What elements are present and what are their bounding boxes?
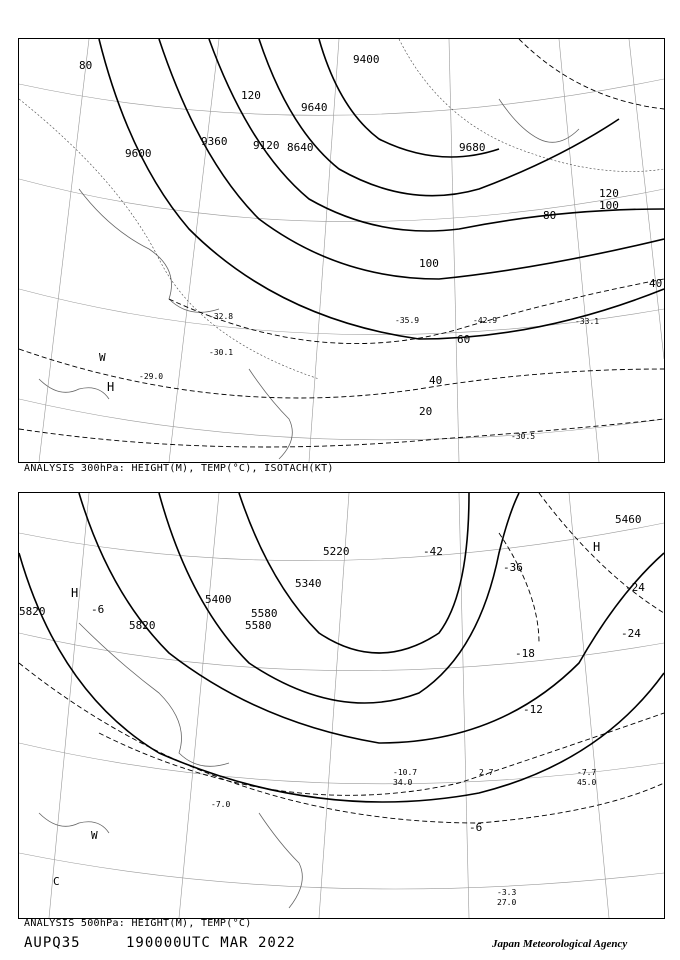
height-label: 5580 (251, 607, 278, 620)
isotach-contours (19, 39, 664, 447)
height-label: 9680 (459, 141, 486, 154)
isotach-label: 100 (419, 257, 439, 270)
isotach-label: 40 (649, 277, 663, 290)
height-label: 9360 (201, 135, 228, 148)
warm-center: W (99, 351, 106, 364)
height-label: 9640 (301, 101, 328, 114)
isotach-label: 120 (241, 89, 261, 102)
station-value: -7.0 (211, 800, 231, 809)
temp-value: -42.9 (473, 316, 498, 325)
height-label: 5340 (295, 577, 322, 590)
valid-time: 190000UTC MAR 2022 (126, 935, 296, 951)
height-label: 5460 (615, 513, 642, 526)
graticule (19, 39, 664, 462)
temp-contour-label: -18 (515, 647, 535, 660)
coastline (39, 623, 302, 908)
temp-value: -33.1 (575, 317, 600, 326)
height-label: 5820 (129, 619, 156, 632)
temp-contour-label: -24 (621, 627, 641, 640)
temp-value: -29.0 (139, 372, 164, 381)
temp-value: -30.5 (511, 432, 536, 441)
isotach-label: 80 (79, 59, 93, 72)
map-300hpa-graphic (19, 39, 664, 462)
height-label: 8640 (287, 141, 314, 154)
temp-contour-label: -12 (523, 703, 543, 716)
station-value: 27.0 (497, 898, 517, 907)
temp-contour-label: -24 (625, 581, 645, 594)
map-300hpa-panel (18, 38, 665, 463)
map-500hpa-panel (18, 492, 665, 919)
station-value: -10.7 (393, 768, 418, 777)
station-value: 45.0 (577, 778, 597, 787)
agency-name: Japan Meteorological Agency (492, 938, 628, 950)
isotach-label: 40 (429, 374, 443, 387)
warm-center: W (91, 829, 98, 842)
height-label: 5580 (245, 619, 272, 632)
top-panel-caption: ANALYSIS 300hPa: HEIGHT(M), TEMP(°C), ISOTACH(KT) (24, 463, 334, 474)
isotach-label: 100 (599, 199, 619, 212)
high-pressure-center: H (71, 586, 79, 600)
height-label: 9400 (353, 53, 380, 66)
station-value: 2.7 (479, 768, 494, 777)
temp-contour-label: -42 (423, 545, 443, 558)
map-500hpa-graphic (19, 493, 664, 918)
temp-contour-label: -6 (91, 603, 105, 616)
temp-contour-label: -36 (503, 561, 523, 574)
height-label: 5220 (323, 545, 350, 558)
station-value: 34.0 (393, 778, 413, 787)
cold-center: C (53, 875, 60, 888)
isotach-label: 80 (543, 209, 557, 222)
isotach-label: 20 (419, 405, 433, 418)
temp-contour-label: -6 (469, 821, 483, 834)
temp-value: -30.1 (209, 348, 234, 357)
height-label: 9600 (125, 147, 152, 160)
product-code: AUPQ35 (24, 935, 81, 951)
station-value: -3.3 (497, 888, 517, 897)
height-label: 5820 (19, 605, 46, 618)
high-pressure-center: H (593, 540, 601, 554)
height-label: 9120 (253, 139, 280, 152)
height-contours (19, 493, 664, 802)
isotherms (19, 39, 664, 379)
isotach-label: 120 (599, 187, 619, 200)
station-value: -7.7 (577, 768, 597, 777)
height-label: 5400 (205, 593, 232, 606)
isotach-label: 60 (457, 333, 471, 346)
temp-value: -32.8 (209, 312, 234, 321)
high-pressure-center: H (107, 380, 115, 394)
bottom-panel-caption: ANALYSIS 500hPa: HEIGHT(M), TEMP(°C) (24, 918, 252, 929)
temp-value: -35.9 (395, 316, 420, 325)
